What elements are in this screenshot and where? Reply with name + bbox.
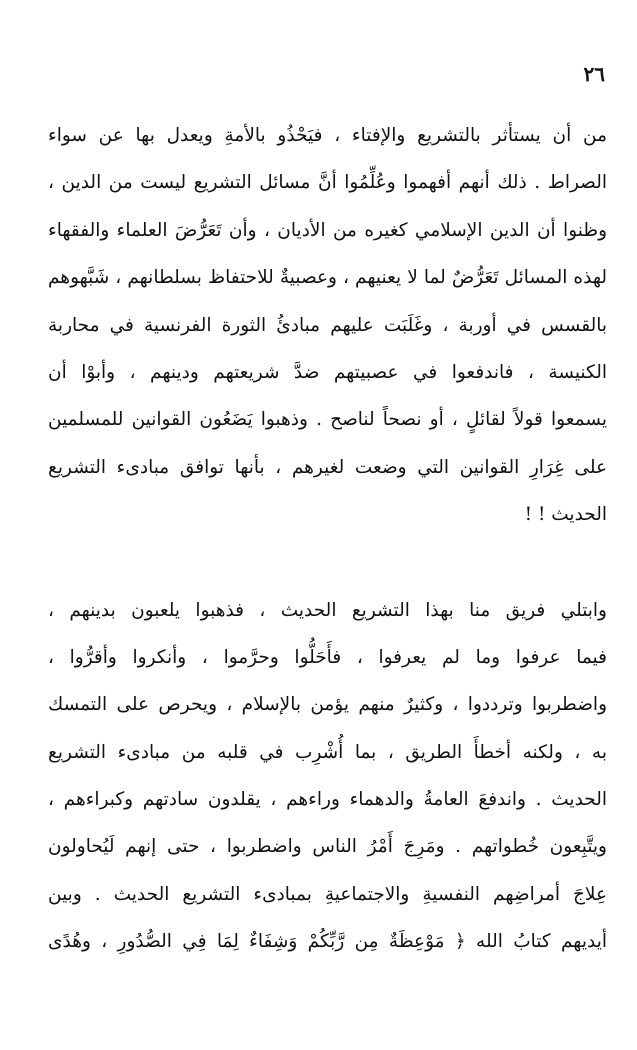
text-line: الحديث ! ! bbox=[524, 504, 607, 526]
text-line: الكنيسة ، فاندفعوا في عصبيتهم ضدَّ شريعتهم ودينهم ، وأبوْا أن bbox=[48, 361, 607, 383]
text-line: الحديث . واندفعَ العامةُ والدهماء وراءهم ، يقلدون سادتهم وكبراءهم ، bbox=[48, 789, 607, 811]
paragraph bbox=[48, 112, 607, 539]
text-line: على غِرَارِ القوانين التي وضعت لغيرهم ، بأنها توافق مبادىء التشريع bbox=[48, 456, 607, 478]
text-line: فيما عرفوا وما لم يعرفوا ، فأَحَلُّوا وحرَّموا ، وأنكروا وأقرُّوا ، bbox=[48, 646, 607, 668]
text-line: أيديهم كتابُ الله ﴿ مَوْعِظَةٌ مِن رَّبِّكُمْ وَشِفَاءٌ لِمَا فِي الصُّدُورِ ، وهُدًى bbox=[48, 931, 607, 953]
paragraph bbox=[48, 587, 607, 966]
text-line: به ، ولكنه أخطأَ الطريق ، بما أُشْرِب في قلبه من مبادىء التشريع bbox=[48, 741, 607, 763]
text-line: ويتَّبِعون خُطواتهم . ومَرِجَ أَمْرُ الناس واضطربوا ، حتى إنهم لَيُحاولون bbox=[48, 836, 607, 858]
paragraph-gap bbox=[48, 539, 607, 587]
text-line: وابتلي فريق منا بهذا التشريع الحديث ، فذهبوا يلعبون بدينهم ، bbox=[48, 599, 607, 621]
text-line: وظنوا أن الدين الإسلامي كغيره من الأديان ، وأن تَعَرُّضَ العلماء والفقهاء bbox=[48, 219, 607, 241]
text-line: واضطربوا وترددوا ، وكثيرٌ منهم يؤمن بالإسلام ، ويحرص على التمسك bbox=[48, 694, 607, 716]
text-line: لهذه المسائل تَعَرُّضٌ لما لا يعنيهم ، وعصبيةٌ للاحتفاظ بسلطانهم ، شَبَّهوهم bbox=[48, 267, 607, 289]
page-body bbox=[48, 112, 607, 966]
text-line: يسمعوا قولاً لقائلٍ ، أو نصحاً لناصح . وذهبوا يَضَعُون القوانين للمسلمين bbox=[48, 409, 607, 431]
text-line: من أن يستأثر بالتشريع والإفتاء ، فيَحْذُو بالأمةِ ويعدل بها عن سواء bbox=[48, 125, 607, 146]
text-line: عِلاجَ أمراضِهم النفسيةِ والاجتماعيةِ بمبادىء التشريع الحديث . وبين bbox=[48, 883, 607, 905]
page-number: ٢٦ bbox=[583, 62, 605, 86]
text-line: الصراط . ذلك أنهم أفهموا وعُلِّمُوا أنَّ مسائل التشريع ليست من الدين ، bbox=[48, 172, 607, 194]
text-line: بالقسس في أوربة ، وغَلَبَت عليهم مبادئُ الثورة الفرنسية في محاربة bbox=[48, 314, 607, 336]
